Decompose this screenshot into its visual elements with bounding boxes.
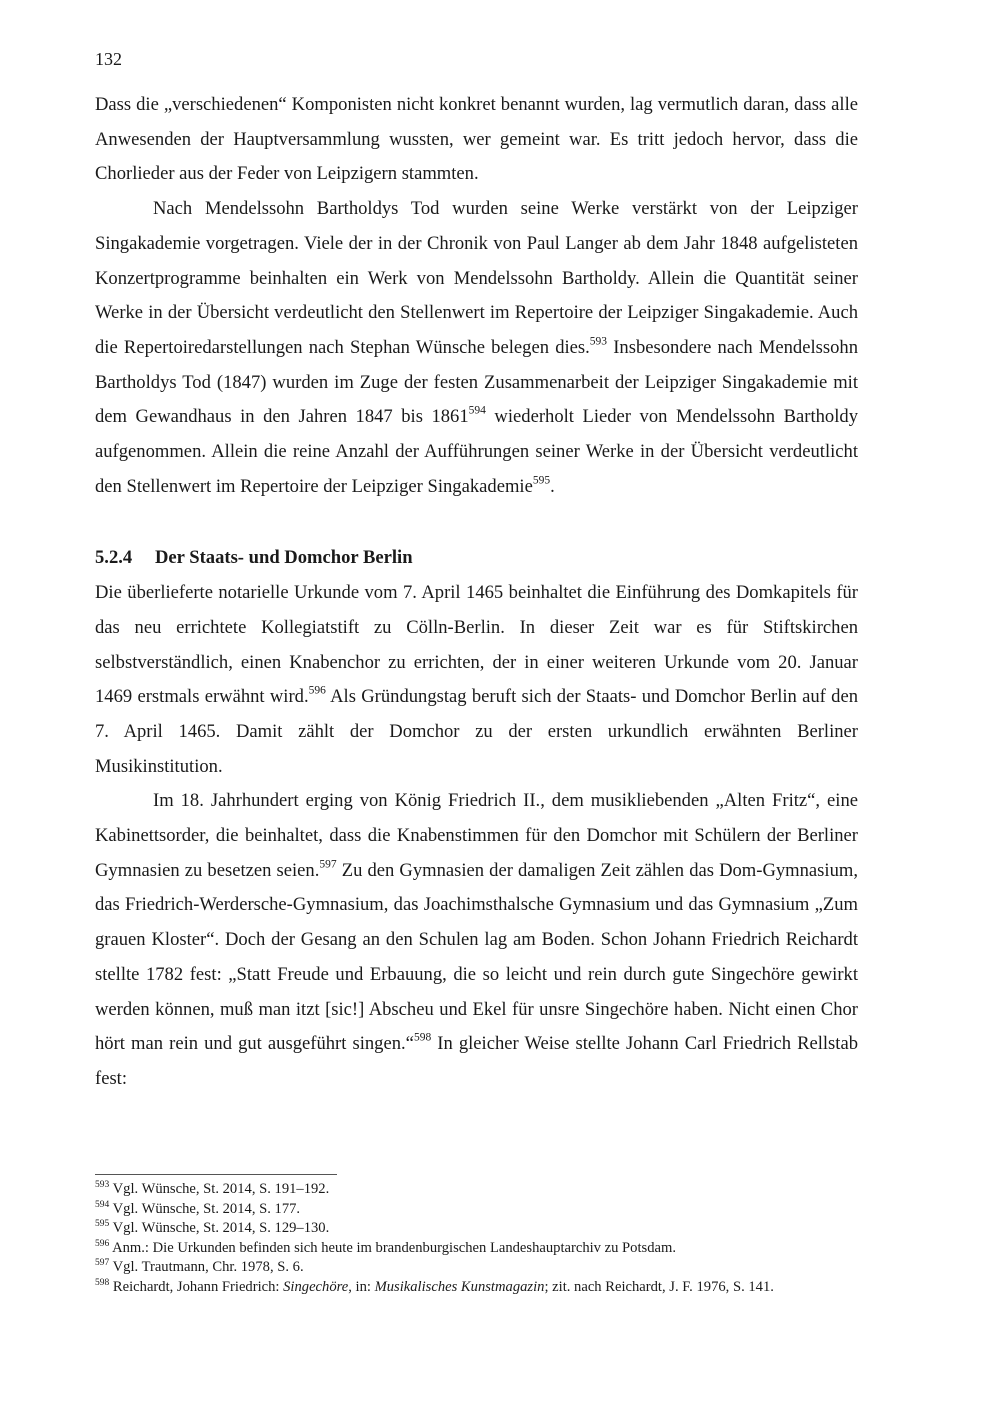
footnote-text: Vgl. Wünsche, St. 2014, S. 191–192. — [112, 1181, 330, 1197]
footnote-text: Vgl. Trautmann, Chr. 1978, S. 6. — [112, 1259, 304, 1275]
footnote-text-rest: ; zit. nach Reichardt, J. F. 1976, S. 141. — [544, 1278, 774, 1295]
footnote-598 — [95, 1278, 835, 1298]
footnote-text: Vgl. Wünsche, St. 2014, S. 177. — [112, 1200, 301, 1217]
paragraph-4-part-2: Zu den Gymnasien der damaligen Zeit zählen das Dom-Gymnasium, das Friedrich-Werdersche-Gymnasium, das Joachimsthalsche Gymnasium und das Gymnasium „Zum grauen Kloster“. Doch der Gesang an den Schulen lag am Boden. Schon Johann Friedrich Reichardt stellte 1782 fest: „Statt Freude und Erbauung, die so leicht und rein durch gute Singechöre gewirkt werden können, muß man itzt [sic!] Abscheu und Ekel für unsre Singechöre haben. Nicht einen Chor hört man rein und gut ausgeführt singen.“ — [95, 859, 858, 1055]
section-heading — [95, 541, 858, 576]
paragraph-1-text: Dass die „verschiedenen“ Komponisten nicht konkret benannt wurden, lag vermutlich daran, dass alle Anwesenden der Hauptversammlung wussten, wer gemeint war. Es tritt jedoch hervor, dass die Chorlieder aus der Feder von Leipzigern stammten. — [95, 94, 858, 185]
footnote-work-title: Singechöre — [283, 1278, 349, 1295]
footnote-ref-595[interactable]: 595 — [532, 474, 551, 487]
footnote-author: Reichardt, Johann Friedrich: — [112, 1278, 284, 1295]
paragraph-4 — [95, 784, 858, 1096]
footnote-number: 594 — [95, 1199, 110, 1210]
footnote-number: 598 — [95, 1277, 110, 1288]
footnote-number: 595 — [95, 1218, 110, 1229]
paragraph-3-part-1: Die überlieferte notarielle Urkunde vom 7. April 1465 beinhaltet die Einführung des Domkapitels für das neu errichtete Kollegiatstift zu Cölln-Berlin. In dieser Zeit war es für Stiftskirchen selbstverständlich, einen Knabenchor zu errichten, der in einer weiteren Urkunde vom 20. Januar 1469 erstmals erwähnt wird. — [95, 582, 858, 708]
footnote-divider — [95, 1174, 337, 1175]
footnote-number: 596 — [95, 1238, 110, 1249]
paragraph-4-part-3: In gleicher Weise stellte Johann Carl Friedrich Rellstab fest: — [95, 1033, 859, 1089]
footnote-number: 593 — [95, 1179, 110, 1190]
footnote-ref-594[interactable]: 594 — [468, 405, 486, 418]
footnote-597 — [95, 1258, 835, 1278]
footnote-text: Vgl. Wünsche, St. 2014, S. 129–130. — [112, 1220, 330, 1236]
paragraph-2-part-1: Nach Mendelssohn Bartholdys Tod wurden seine Werke verstärkt von der Leipziger Singakademie vorgetragen. Viele der in der Chronik von Paul Langer ab dem Jahr 1848 aufgelisteten Konzertprogramme beinhalten ein Werk von Mendelssohn Bartholdy. Allein die Quantität seiner Werke in der Übersicht verdeutlicht den Stellenwert im Repertoire der Leipziger Singakademie. Auch die Repertoiredarstellungen nach Stephan Wünsche belegen dies. — [95, 198, 858, 358]
paragraph-1 — [95, 88, 858, 192]
footnote-number: 597 — [95, 1257, 110, 1268]
footnote-text: Anm.: Die Urkunden befinden sich heute im brandenburgischen Landeshauptarchiv zu Potsdam. — [112, 1239, 676, 1256]
paragraph-3-part-2: Als Gründungstag beruft sich der Staats- und Domchor Berlin auf den 7. April 1465. Damit zählt der Domchor zu der ersten urkundlich erwähnten Berliner Musikinstitution. — [95, 686, 859, 777]
footnote-596 — [95, 1239, 835, 1259]
section-title: Der Staats- und Domchor Berlin — [155, 547, 413, 569]
page-number: 132 — [95, 49, 122, 69]
footnote-ref-596[interactable]: 596 — [308, 684, 326, 697]
main-text — [95, 88, 858, 1097]
footnote-594 — [95, 1200, 835, 1220]
paragraph-2-part-4: . — [550, 475, 555, 497]
footnotes — [95, 1180, 835, 1297]
footnote-595 — [95, 1219, 835, 1239]
footnote-ref-593[interactable]: 593 — [589, 335, 608, 348]
paragraph-2-part-2: Insbesondere nach Mendelssohn Bartholdys Tod (1847) wurden im Zuge der festen Zusammenarbeit der Leipziger Singakademie mit dem Gewandhaus in den Jahren 1847 bis 1861 — [95, 336, 858, 428]
footnote-593 — [95, 1180, 835, 1200]
footnote-ref-598[interactable]: 598 — [413, 1032, 432, 1045]
paragraph-2-part-3: wiederholt Lieder von Mendelssohn Bartholdy aufgenommen. Allein die reine Anzahl der Aufführungen seiner Werke in der Übersicht verdeutlicht den Stellenwert im Repertoire der Leipziger Singakademie — [95, 406, 858, 497]
footnote-separator: , in: — [348, 1278, 375, 1295]
footnote-ref-597[interactable]: 597 — [319, 858, 337, 871]
paragraph-4-part-1: Im 18. Jahrhundert erging von König Friedrich II., dem musikliebenden „Alten Fritz“, eine Kabinettsorder, die beinhaltet, dass die Knabenstimmen für den Domchor mit Schülern der Berliner Gymnasien zu besetzen seien. — [95, 790, 858, 881]
paragraph-3 — [95, 576, 858, 784]
section-number: 5.2.4 — [95, 547, 133, 569]
paragraph-2 — [95, 192, 858, 504]
footnote-journal-title: Musikalisches Kunstmagazin — [374, 1278, 545, 1295]
